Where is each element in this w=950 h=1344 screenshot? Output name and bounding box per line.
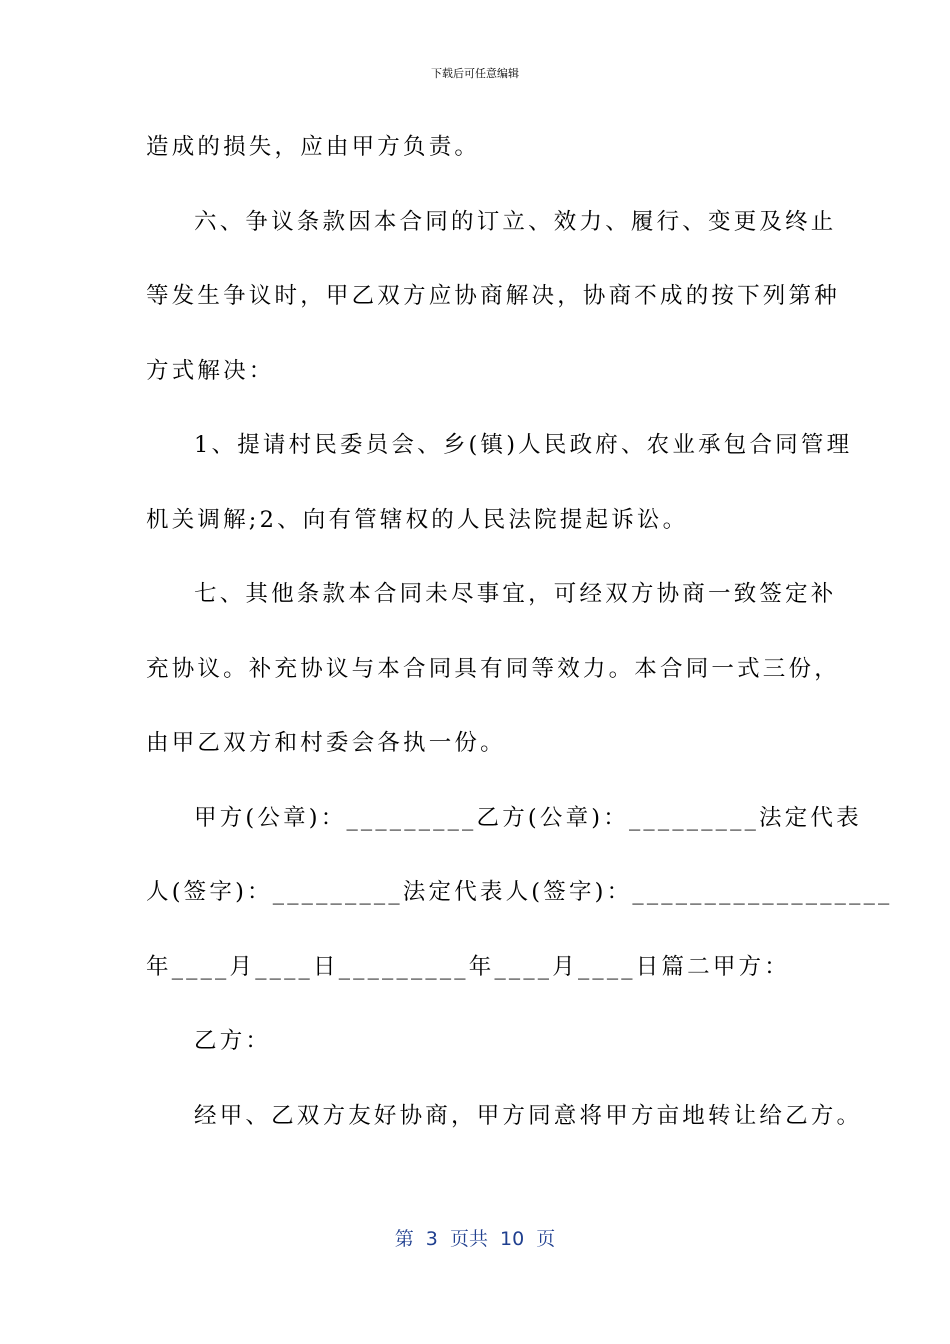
body-line-8: 充协议。补充协议与本合同具有同等效力。本合同一式三份，	[146, 655, 840, 682]
body-line-4: 方式解决：	[146, 357, 275, 384]
body-line-10: 甲方(公章)：_________乙方(公章)：_________法定代表	[194, 804, 862, 831]
body-line-13: 乙方：	[194, 1028, 272, 1054]
body-line-12: 年____月____日_________年____月____日篇二甲方：	[146, 953, 790, 980]
body-line-6: 机关调解;2、向有管辖权的人民法院提起诉讼。	[146, 506, 689, 533]
document-body	[146, 110, 893, 1153]
body-line-1: 造成的损失，应由甲方负责。	[146, 134, 481, 160]
page-number-footer: 第 3 页共 10 页	[394, 1228, 556, 1250]
body-line-11: 人(签字)：_________法定代表人(签字)：__________________	[146, 879, 893, 905]
body-line-5: 1、提请村民委员会、乡(镇)人民政府、农业承包合同管理	[194, 432, 853, 458]
body-line-7: 七、其他条款本合同未尽事宜，可经双方协商一致签定补	[194, 581, 837, 607]
body-line-2: 六、争议条款因本合同的订立、效力、履行、变更及终止	[194, 208, 837, 235]
body-line-3: 等发生争议时，甲乙双方应协商解决，协商不成的按下列第种	[146, 283, 840, 309]
page-header: 下载后可任意编辑	[431, 67, 519, 80]
body-line-14: 经甲、乙双方友好协商，甲方同意将甲方亩地转让给乙方。	[194, 1102, 863, 1129]
body-line-9: 由甲乙双方和村委会各执一份。	[146, 730, 506, 756]
